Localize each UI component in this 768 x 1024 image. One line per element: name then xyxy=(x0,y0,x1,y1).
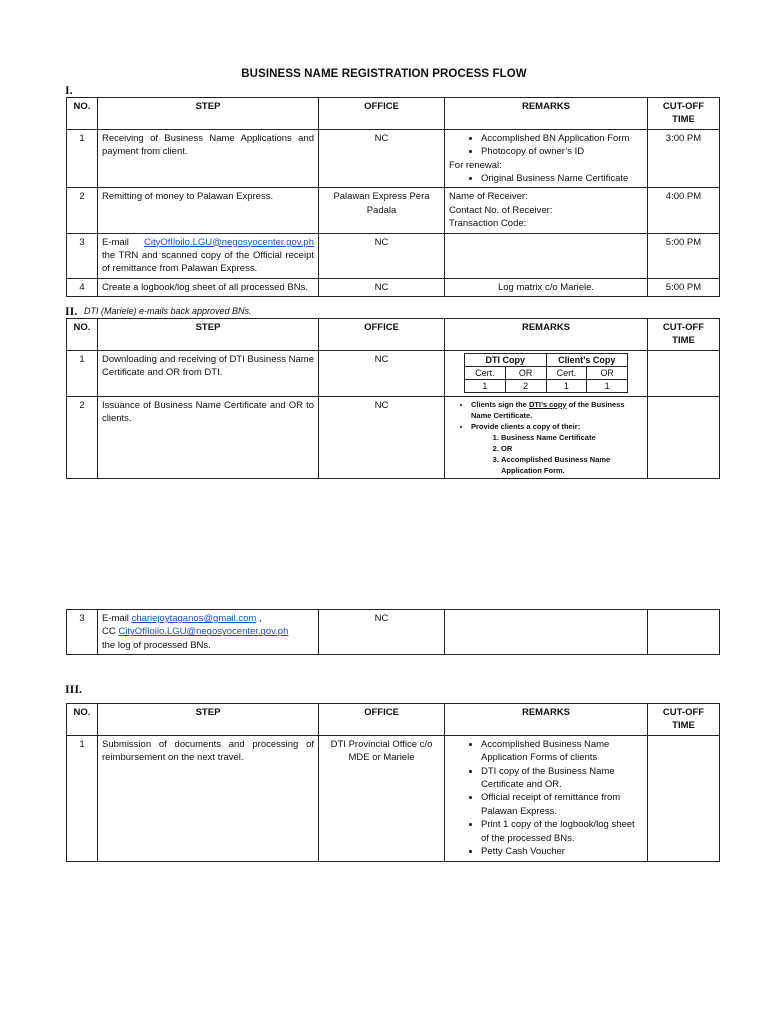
copies-table xyxy=(464,353,628,393)
copies-col: OR xyxy=(505,366,546,379)
row-step: Issuance of Business Name Certificate and OR to clients. xyxy=(98,396,319,478)
row-office: Palawan Express Pera Padala xyxy=(319,188,445,233)
header-office: OFFICE xyxy=(319,704,445,736)
row-step: Downloading and receiving of DTI Business Name Certificate and OR from DTI. xyxy=(98,350,319,396)
remark-item: • Accomplished Business Name Application Forms of clients xyxy=(481,738,643,765)
remark-item: • Print 1 copy of the logbook/log sheet of the processed BNs. xyxy=(481,818,643,845)
renewal-label: For renewal: xyxy=(449,159,502,171)
copies-val: 1 xyxy=(546,379,587,392)
row-no: 3 xyxy=(67,610,98,655)
table-header-row xyxy=(67,98,720,130)
header-no: NO. xyxy=(67,98,98,130)
row-remarks xyxy=(445,129,648,188)
remark-item: • Provide clients a copy of their: xyxy=(471,421,643,432)
header-remarks: REMARKS xyxy=(445,319,648,351)
table-header-row xyxy=(67,704,720,736)
remark-line: Transaction Code: xyxy=(449,218,527,230)
row-remarks xyxy=(445,350,648,396)
remark-item: • Accomplished BN Application Form xyxy=(481,132,643,145)
remark-line: Contact No. of Receiver: xyxy=(449,204,553,216)
row-cutoff: 5:00 PM xyxy=(648,233,720,278)
document-title: BUSINESS NAME REGISTRATION PROCESS FLOW xyxy=(241,68,527,80)
row-cutoff xyxy=(648,396,720,478)
dti-copy-header: DTI Copy xyxy=(465,353,547,366)
table-row xyxy=(67,396,720,478)
header-office: OFFICE xyxy=(319,98,445,130)
header-cutoff: CUT-OFF TIME xyxy=(648,704,720,736)
copies-col: Cert. xyxy=(465,366,506,379)
section-2-numeral: II. xyxy=(65,304,78,318)
row-no: 1 xyxy=(67,129,98,188)
copies-val: 1 xyxy=(587,379,628,392)
section-2-table xyxy=(66,318,720,479)
copies-val: 1 xyxy=(465,379,506,392)
remark-item: • Photocopy of owner’s ID xyxy=(481,145,643,158)
step-text: E-mail xyxy=(102,236,144,248)
row-no: 2 xyxy=(67,188,98,233)
row-step xyxy=(98,610,319,655)
step-text: E-mail xyxy=(102,613,132,624)
row-cutoff xyxy=(648,350,720,396)
row-office: NC xyxy=(319,129,445,188)
header-step: STEP xyxy=(98,98,319,130)
remark-item: • Original Business Name Certificate xyxy=(481,172,643,185)
remark-subitem: 1. Business Name Certificate xyxy=(501,432,643,443)
table-header-row xyxy=(67,319,720,351)
email-link[interactable]: CityOfIloilo.LGU@negosyocenter.gov.ph xyxy=(144,236,314,248)
table-row xyxy=(67,188,720,233)
row-office: NC xyxy=(319,396,445,478)
row-cutoff: 4:00 PM xyxy=(648,188,720,233)
remark-subitem: 2. OR xyxy=(501,443,643,454)
row-no: 2 xyxy=(67,396,98,478)
row-cutoff xyxy=(648,735,720,861)
table-row xyxy=(67,610,720,655)
header-step: STEP xyxy=(98,704,319,736)
remark-subitem: 3. Accomplished Business Name Application Form. xyxy=(501,454,643,476)
step-text: , xyxy=(256,613,262,624)
copies-col: Cert. xyxy=(546,366,587,379)
section-1-numeral: I. xyxy=(65,83,73,97)
row-step: Submission of documents and processing of reimbursement on the next travel. xyxy=(98,735,319,861)
row-office: DTI Provincial Office c/o MDE or Mariele xyxy=(319,735,445,861)
remark-text: Clients sign the xyxy=(471,399,529,409)
header-cutoff: CUT-OFF TIME xyxy=(648,319,720,351)
row-office: NC xyxy=(319,350,445,396)
row-remarks xyxy=(445,610,648,655)
copies-col: OR xyxy=(587,366,628,379)
header-remarks: REMARKS xyxy=(445,704,648,736)
email-link[interactable]: chariejoytaganos@gmail.com xyxy=(131,613,257,624)
section-3-table xyxy=(66,703,720,862)
table-row xyxy=(67,278,720,296)
header-no: NO. xyxy=(67,319,98,351)
table-row xyxy=(67,233,720,278)
remark-line: Name of Receiver: xyxy=(449,191,528,203)
section-2-continued-table xyxy=(66,609,720,655)
section-1-table xyxy=(66,97,720,297)
row-cutoff: 5:00 PM xyxy=(648,278,720,296)
header-remarks: REMARKS xyxy=(445,98,648,130)
row-remarks xyxy=(445,396,648,478)
copies-val: 2 xyxy=(505,379,546,392)
section-3-numeral: III. xyxy=(65,682,83,696)
step-text: the log of processed BNs. xyxy=(102,639,211,651)
header-no: NO. xyxy=(67,704,98,736)
remark-item: • Petty Cash Voucher xyxy=(481,845,643,858)
row-step xyxy=(98,233,319,278)
remark-item: • Official receipt of remittance from Palawan Express. xyxy=(481,791,643,818)
row-remarks xyxy=(445,233,648,278)
cc-label: CC xyxy=(102,626,119,638)
row-step: Receiving of Business Name Applications and payment from client. xyxy=(98,129,319,188)
row-cutoff: 3:00 PM xyxy=(648,129,720,188)
remark-item: • DTI copy of the Business Name Certificate and OR. xyxy=(481,765,643,792)
row-no: 1 xyxy=(67,735,98,861)
table-row xyxy=(67,350,720,396)
row-office: NC xyxy=(319,610,445,655)
row-cutoff xyxy=(648,610,720,655)
step-text: the TRN and scanned copy of the Official receipt of remittance from Palawan Express. xyxy=(102,250,314,275)
remark-text: DTI’s copy xyxy=(528,399,567,409)
row-remarks xyxy=(445,188,648,233)
client-copy-header: Client’s Copy xyxy=(546,353,628,366)
remark-item xyxy=(471,399,643,421)
row-no: 1 xyxy=(67,350,98,396)
email-link[interactable]: CityOfIloilo.LGU@negosyocenter.gov.ph xyxy=(118,626,289,638)
section-2-note: DTI (Mariele) e-mails back approved BNs. xyxy=(84,306,252,316)
remark-text: of the Business Name Certificate. xyxy=(471,399,625,420)
table-row xyxy=(67,129,720,188)
table-row xyxy=(67,735,720,861)
header-office: OFFICE xyxy=(319,319,445,351)
row-remarks xyxy=(445,735,648,861)
row-office: NC xyxy=(319,278,445,296)
row-step: Remitting of money to Palawan Express. xyxy=(98,188,319,233)
row-remarks: Log matrix c/o Mariele. xyxy=(445,278,648,296)
row-office: NC xyxy=(319,233,445,278)
row-no: 4 xyxy=(67,278,98,296)
row-no: 3 xyxy=(67,233,98,278)
header-cutoff: CUT-OFF TIME xyxy=(648,98,720,130)
row-step: Create a logbook/log sheet of all processed BNs. xyxy=(98,278,319,296)
header-step: STEP xyxy=(98,319,319,351)
